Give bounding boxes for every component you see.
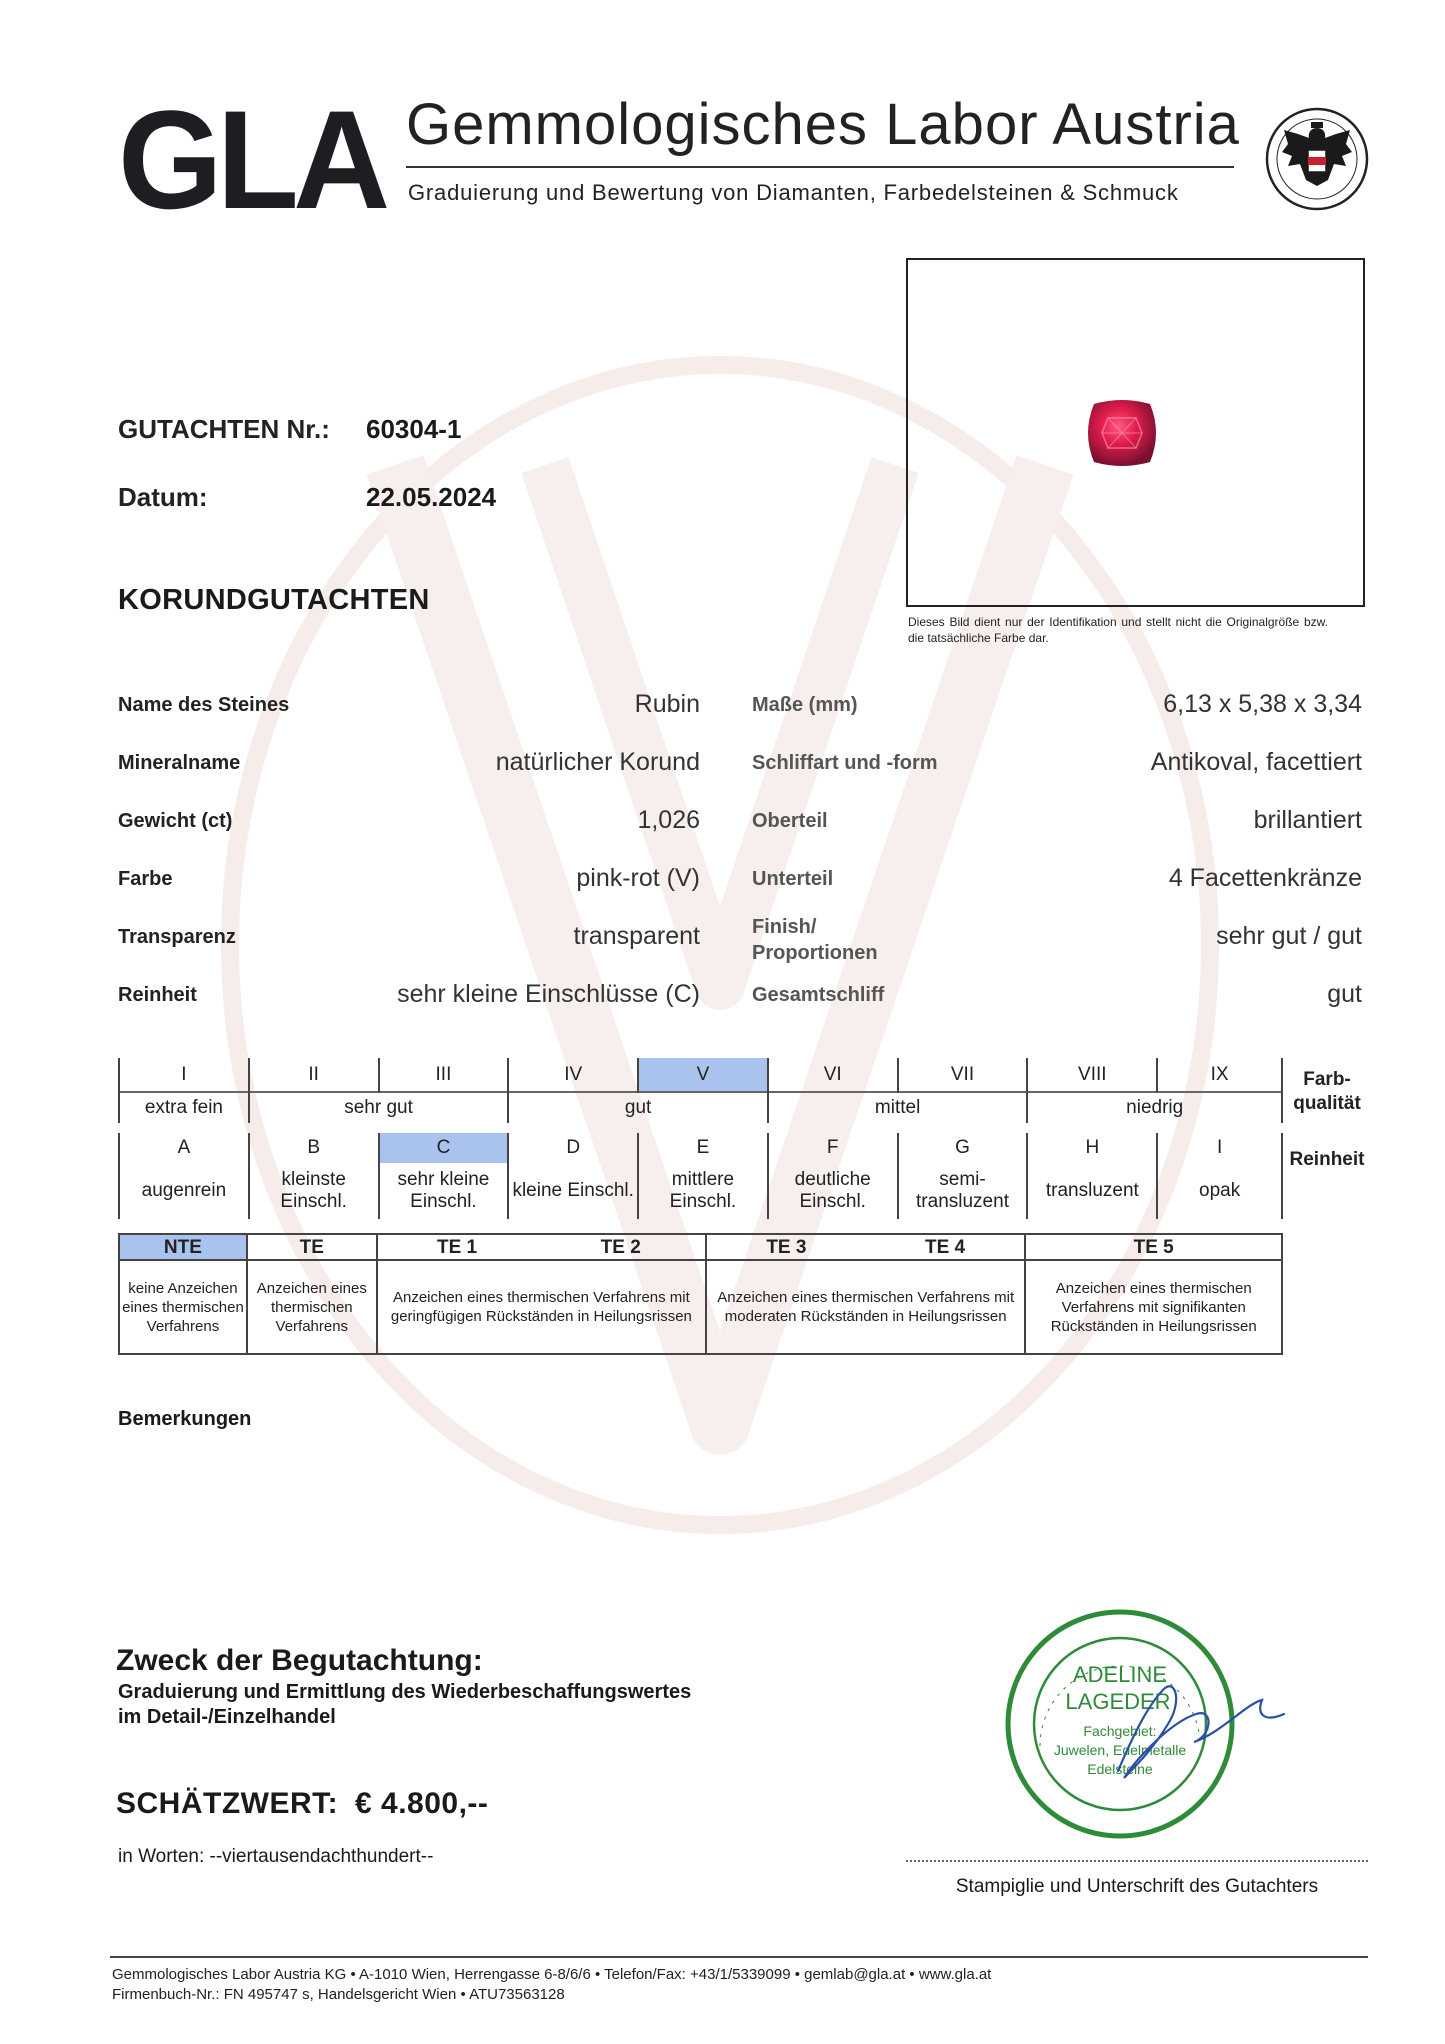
property-label-finish: Finish/ Proportionen: [752, 916, 878, 964]
report-number: 60304-1: [366, 414, 462, 444]
clarity-grade-cell: D: [508, 1133, 638, 1163]
property-label-cut: Schliffart und -form: [752, 752, 938, 774]
treatment-grade-cell: TE 2: [536, 1234, 706, 1260]
property-label-overall-cut: Gesamtschliff: [752, 984, 885, 1006]
treatment-grade-cell: TE 4: [866, 1234, 1026, 1260]
property-label-clarity: Reinheit: [118, 984, 197, 1006]
property-value-finish: sehr gut / gut: [1216, 922, 1362, 950]
gla-logo: GLA: [118, 81, 385, 238]
clarity-grade-cell: A: [119, 1133, 249, 1163]
treatment-description: Anzeichen eines thermischen Verfahrens: [247, 1260, 377, 1354]
clarity-grade-cell: E: [638, 1133, 768, 1163]
property-value-color: pink-rot (V): [576, 864, 700, 892]
valuation-label: SCHÄTZWERT:: [116, 1787, 339, 1820]
color-grade-cell: VII: [898, 1058, 1028, 1092]
lab-subtitle: Graduierung und Bewertung von Diamanten, Farbedelsteinen & Schmuck: [408, 180, 1179, 205]
clarity-grade-cell: F: [768, 1133, 898, 1163]
clarity-grade-cell-selected: C: [379, 1133, 509, 1163]
treatment-description: Anzeichen eines thermischen Verfahrens mit geringfügigen Rückständen in Heilungsrissen: [377, 1260, 706, 1354]
clarity-description: semi-transluzent: [898, 1163, 1028, 1219]
color-grade-cell: I: [119, 1058, 249, 1092]
valuation-in-words: in Worten: --viertausendachthundert--: [118, 1846, 434, 1867]
stamp-name-line1: ADELINE: [1072, 1662, 1168, 1687]
property-value-crown: brillantiert: [1253, 806, 1362, 834]
color-grade-cell: IX: [1157, 1058, 1282, 1092]
color-group-label: extra fein: [119, 1093, 249, 1123]
color-group-label: sehr gut: [249, 1093, 509, 1123]
remarks-label: Bemerkungen: [118, 1408, 252, 1430]
signature-label: Stampiglie und Unterschrift des Gutachters: [955, 1876, 1319, 1897]
treatment-grade-cell-selected: NTE: [119, 1234, 247, 1260]
stamp-field-line1: Fachgebiet:: [1083, 1723, 1157, 1739]
clarity-description: sehr kleine Einschl.: [379, 1163, 509, 1219]
clarity-description: opak: [1157, 1163, 1282, 1219]
property-value-pavilion: 4 Facettenkränze: [1168, 864, 1362, 892]
purpose-title: Zweck der Begutachtung:: [116, 1644, 483, 1677]
color-grade-cell-selected: V: [638, 1058, 768, 1092]
date-label: Datum:: [118, 482, 208, 512]
certification-stamp: [1000, 1596, 1300, 1856]
clarity-grade-scale: [118, 1133, 1283, 1219]
property-value-clarity: sehr kleine Einschlüsse (C): [397, 980, 700, 1008]
property-label-dimensions: Maße (mm): [752, 694, 858, 716]
color-group-label: gut: [508, 1093, 768, 1123]
treatment-grade-cell: TE 3: [706, 1234, 866, 1260]
footer-address: Gemmologisches Labor Austria KG • A-1010 Wien, Herrengasse 6-8/6/6 • Telefon/Fax: +43/1/5339099 • gemlab@gla.at • www.gla.at: [112, 1966, 992, 1983]
property-label-crown: Oberteil: [752, 810, 828, 832]
color-quality-label: Farb-qualität: [1293, 1069, 1361, 1114]
clarity-description: deutliche Einschl.: [768, 1163, 898, 1219]
color-group-label: niedrig: [1027, 1093, 1282, 1123]
property-label-name: Name des Steines: [118, 694, 290, 716]
clarity-description: kleinste Einschl.: [249, 1163, 379, 1219]
report-number-label: GUTACHTEN Nr.:: [118, 414, 330, 444]
color-grade-cell: IV: [508, 1058, 638, 1092]
footer-registry: Firmenbuch-Nr.: FN 495747 s, Handelsgericht Wien • ATU73563128: [112, 1986, 565, 2003]
signature-line: [906, 1860, 1368, 1862]
color-grade-scale: [118, 1058, 1283, 1123]
stamp-field-line3: Edelsteine: [1087, 1761, 1153, 1777]
property-value-mineral: natürlicher Korund: [495, 748, 700, 776]
valuation-line: [116, 1787, 488, 1821]
treatment-description: keine Anzeichen eines thermischen Verfahrens: [119, 1260, 247, 1354]
property-label-pavilion: Unterteil: [752, 868, 834, 890]
report-type: KORUNDGUTACHTEN: [118, 584, 430, 616]
color-group-label: mittel: [768, 1093, 1028, 1123]
treatment-grade-cell: TE 5: [1025, 1234, 1282, 1260]
footer-divider: [110, 1956, 1368, 1958]
property-value-name: Rubin: [634, 690, 700, 718]
clarity-label: Reinheit: [1289, 1149, 1365, 1170]
stamp-name-line2: LAGEDER: [1065, 1689, 1171, 1714]
treatment-description: Anzeichen eines thermischen Verfahrens mit signifikanten Rückständen in Heilungsrissen: [1025, 1260, 1282, 1354]
treatment-description: Anzeichen eines thermischen Verfahrens mit moderaten Rückständen in Heilungsrissen: [706, 1260, 1025, 1354]
header-divider: [406, 166, 1234, 168]
photo-caption: Dieses Bild dient nur der Identifikation und stellt nicht die Originalgröße bzw. die tatsächliche Farbe dar.: [908, 615, 1328, 645]
property-value-transparency: transparent: [573, 922, 700, 950]
treatment-grade-cell: TE: [247, 1234, 377, 1260]
color-grade-cell: VI: [768, 1058, 898, 1092]
clarity-grade-cell: G: [898, 1133, 1028, 1163]
color-grade-cell: III: [379, 1058, 509, 1092]
property-label-weight: Gewicht (ct): [118, 810, 233, 832]
clarity-description: augenrein: [119, 1163, 249, 1219]
color-grade-cell: VIII: [1027, 1058, 1157, 1092]
property-label-transparency: Transparenz: [118, 926, 236, 948]
property-value-cut: Antikoval, facettiert: [1150, 748, 1362, 776]
color-grade-cell: II: [249, 1058, 379, 1092]
treatment-scale: [118, 1233, 1283, 1355]
property-value-weight: 1,026: [637, 806, 700, 834]
purpose-text: Graduierung und Ermittlung des Wiederbeschaffungswertes im Detail-/Einzelhandel: [118, 1681, 692, 1728]
austrian-eagle-crest-icon: [1262, 100, 1372, 218]
valuation-amount: € 4.800,--: [354, 1787, 489, 1820]
clarity-grade-cell: I: [1157, 1133, 1282, 1163]
clarity-description: mittlere Einschl.: [638, 1163, 768, 1219]
report-date: 22.05.2024: [366, 482, 497, 512]
stamp-field-line2: Juwelen, Edelmetalle: [1053, 1742, 1187, 1758]
lab-name: Gemmologisches Labor Austria: [406, 92, 1240, 157]
clarity-grade-cell: H: [1027, 1133, 1157, 1163]
clarity-grade-cell: B: [249, 1133, 379, 1163]
property-value-dimensions: 6,13 x 5,38 x 3,34: [1163, 690, 1362, 718]
property-value-overall-cut: gut: [1327, 980, 1362, 1008]
clarity-description: transluzent: [1027, 1163, 1157, 1219]
treatment-grade-cell: TE 1: [377, 1234, 537, 1260]
ruby-gem-image: [1082, 398, 1162, 468]
property-label-mineral: Mineralname: [118, 752, 241, 774]
property-label-color: Farbe: [118, 868, 173, 890]
clarity-description: kleine Einschl.: [508, 1163, 638, 1219]
